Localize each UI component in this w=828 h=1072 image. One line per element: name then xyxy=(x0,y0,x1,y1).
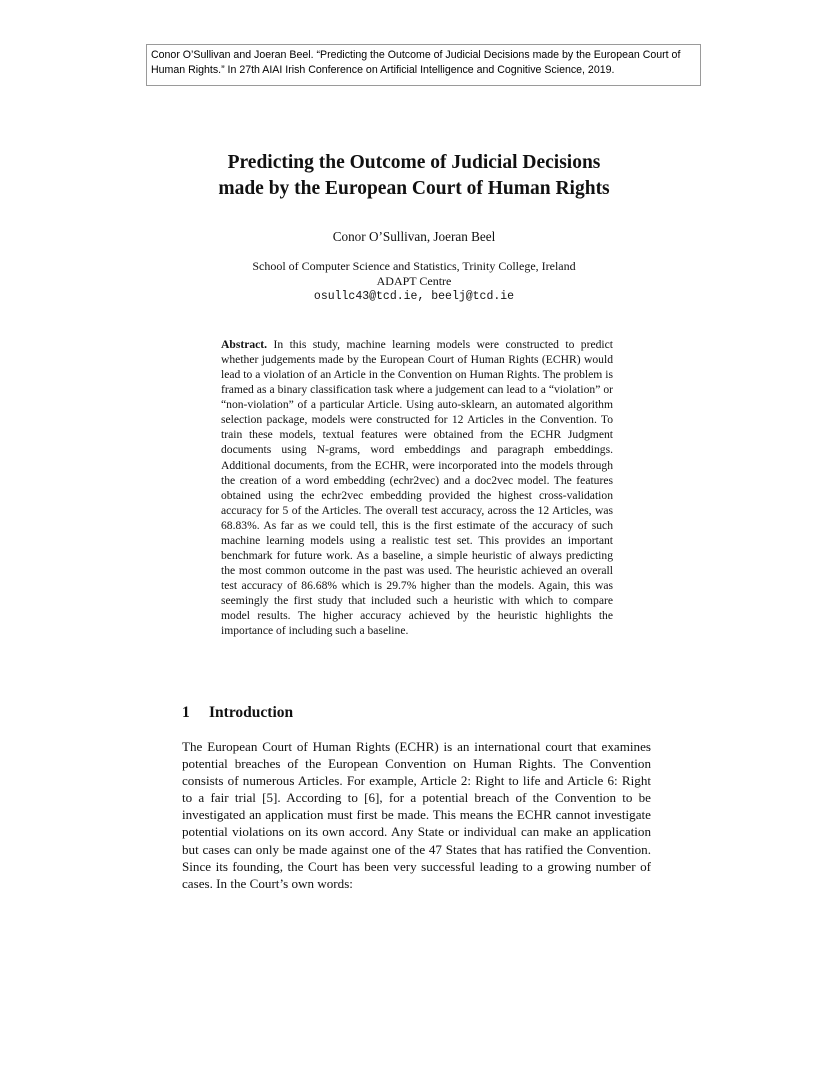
citation-box xyxy=(146,44,701,86)
affiliation-line-1: School of Computer Science and Statistics, Trinity College, Ireland xyxy=(252,259,576,273)
paper-title xyxy=(100,150,728,202)
section-heading xyxy=(182,704,293,722)
abstract xyxy=(221,337,613,638)
author-emails: osullc43@tcd.ie, beelj@tcd.ie xyxy=(313,290,515,303)
affiliation-line-2: ADAPT Centre xyxy=(376,274,452,288)
abstract-label: Abstract. xyxy=(221,338,268,351)
affiliation xyxy=(100,259,728,304)
abstract-text: In this study, machine learning models were constructed to predict whether judgements made by the European Court of Human Rights (ECHR) would lead to a violation of an Article in the Convention on Human Rights. The problem is framed as a binary classification task where a judgement can lead to a “violation” or “non-violation” of a particular Article. Using auto-sklearn, an automated algorithm selection package, models were constructed for 12 Articles in the Convention. To train these models, textual features were obtained from the ECHR Judgment documents using N-grams, word embeddings and paragraph embeddings. Additional documents, from the ECHR, were incorporated into the models through the creation of a word embedding (echr2vec) and a doc2vec model. The features obtained using the echr2vec embedding provided the highest cross-validation accuracy for 5 of the Articles. The overall test accuracy, across the 12 Articles, was 68.83%. As far as we could tell, this is the first estimate of the accuracy of such machine learning models using a realistic test set. This provides an important benchmark for future work. As a baseline, a simple heuristic of always predicting the most common outcome in the past was used. The heuristic achieved an overall test accuracy of 86.68% which is 29.7% higher than the models. Again, this was seemingly the first study that included such a heuristic with which to compare model results. The higher accuracy achieved by the heuristic highlights the importance of including such a baseline. xyxy=(221,338,613,638)
section-number: 1 xyxy=(182,704,190,721)
title-line-1: Predicting the Outcome of Judicial Decisions xyxy=(227,152,601,173)
citation-text: Conor O’Sullivan and Joeran Beel. “Predicting the Outcome of Judicial Decisions made by the European Court of Human Rights.” In 27th AIAI Irish Conference on Artificial Intelligence and Cognitive Science, 2019. xyxy=(151,49,681,76)
section-title: Introduction xyxy=(209,704,294,721)
title-line-2: made by the European Court of Human Rights xyxy=(218,178,610,199)
intro-paragraph: The European Court of Human Rights (ECHR) is an international court that examines potential breaches of the European Convention on Human Rights. The Convention consists of numerous Articles. For example, Article 2: Right to life and Article 6: Right to a fair trial [5]. According to [6], for a potential breach of the Convention to be investigated an application must first be made. This means the ECHR cannot investigate potential violations on its own accord. Any State or individual can make an application but cases can only be made against one of the 47 States that has ratified the Convention. Since its founding, the Court has been very successful leading to a growing number of cases. In the Court’s own words: xyxy=(182,739,651,891)
authors: Conor O’Sullivan, Joeran Beel xyxy=(332,229,496,244)
